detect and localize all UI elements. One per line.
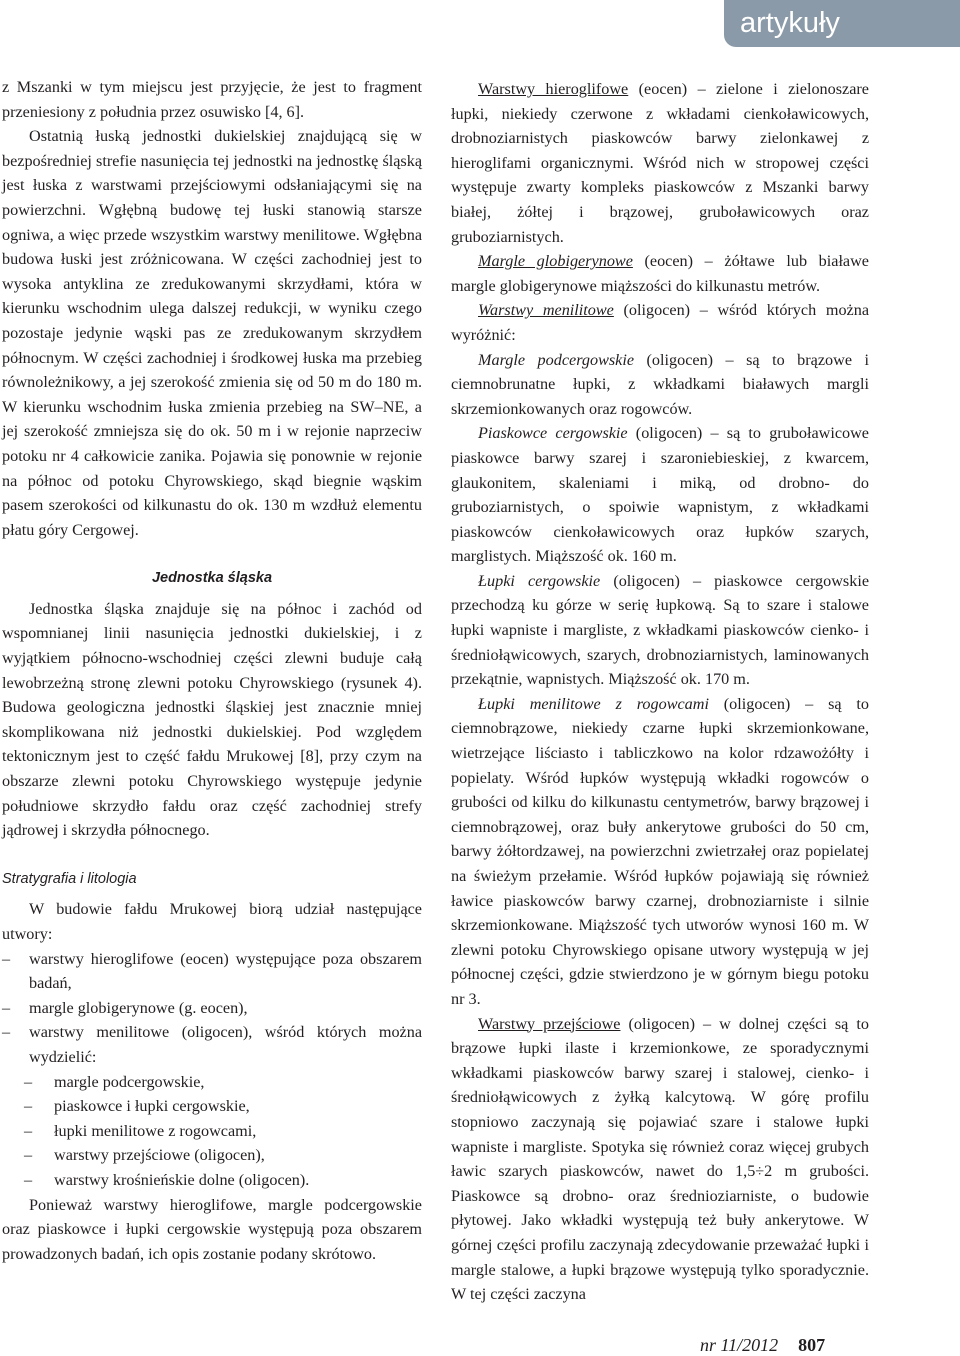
- term-description: (oligocen) – są to ciemnobrązowe, niekiedy czarne łupki skrzemionkowane, wietrzejące liściasto i tabliczkowo na kolor rdzawożółty i popielaty. Wśród łupków występują wkładki rogowców o grubości od kilku do kilkunastu centymetrów, barwy brązowej i ciemnobrązowej, oraz buły ankerytowe grubości do 50 cm, barwy żółtordzawej, na powierzchni zwietrzałej oraz popielatej na świeżym przełamie. Wśród łupków pojawiają się również ławice piaskowców barwy czarnej, drobnoziarniste i silnie skrzemionkowane. Miąższość tych utworów wynosi 160 m. W zlewni potoku Chyrowskiego opisane utwory występują w jej północnej części, gdzie stwierdzono je w górnym biegu potoku nr 3.: [451, 694, 869, 1008]
- term: Margle globigerynowe: [478, 252, 633, 271]
- right-column: [451, 77, 869, 1307]
- formation-list: [2, 947, 422, 1193]
- section-heading: Jednostka śląska: [151, 570, 273, 587]
- term-description: (eocen) – zielone i zielonoszare łupki, niekiedy czerwone z wkładami cienkoławicowych, drobnoziarnistych piaskowców barwy zielonkawej z hieroglifami organicznymi. Wśród nich w stropowej części występuje zwarty kompleks piaskowców z Mszanki barwy białej, żółtej i brązowej, gruboławicowych oraz gruboziarnistych.: [451, 80, 869, 246]
- term-description: (oligocen) – piaskowce cergowskie przechodzą ku górze w serię łupkową. Są to szare i stalowe łupki wapniste i margliste, z wkładkami piaskowców cienko- i średniołąwicowych, szarych, drobnoziarnistych, laminowanych przekątnie, wapnistych. Miąższość ok. 170 m.: [451, 571, 869, 689]
- list-item: – warstwy hieroglifowe (eocen) występujące poza obszarem badań,: [2, 947, 422, 996]
- term-description: (eocen) – żółtawe lub białawe margle globigerynowe miąższości do kilkunastu metrów.: [451, 252, 869, 295]
- sub-list-item: – warstwy przejściowe (oligocen),: [2, 1143, 422, 1168]
- paragraph: Jednostka śląska znajduje się na północ i zachód od wspomnianej linii nasunięcia jednostki dukielskiej, i z wyjątkiem północno-wschodniej części zlewni buduje całą lewobrzeżną stronę zlewni potoku Chyrowskiego (rysunek 4). Budowa geologiczna jednostki śląskiej jest znacznie mniej skomplikowana niż jednostki dukielskiej. Pod względem tektonicznym jest to część fałdu Mrukowej [8], przy czym na obszarze zlewni potoku Chyrowskiego występuje jedynie południowe skrzydło fałdu oraz część zachodniej strefy jądrowej i skrzydła północnego.: [2, 599, 422, 840]
- term-description: (oligocen) – wśród których można wyróżnić:: [451, 301, 869, 344]
- paragraph: [451, 569, 869, 692]
- term: Warstwy hieroglifowe: [478, 80, 629, 98]
- term: Warstwy przejściowe: [478, 1014, 621, 1033]
- term: Łupki cergowskie: [478, 571, 601, 590]
- sub-list-item: – warstwy krośnieńskie dolne (oligocen).: [2, 1168, 422, 1193]
- term-description: (oligocen) – są to brązowe i ciemnobrunatne łupki, z wkładkami białawych margli skrzemionkowanych oraz rogowców.: [451, 350, 869, 418]
- term: Łupki menilitowe z rogowcami: [478, 694, 709, 713]
- paragraph: [451, 249, 869, 298]
- paragraph: z Mszanki w tym miejscu jest przyjęcie, że jest to fragment przeniesiony z południa przez osuwisko [4, 6].: [2, 78, 422, 121]
- paragraph: [451, 1012, 869, 1307]
- list-item: – margle globigerynowe (g. eocen),: [2, 996, 422, 1021]
- term: Warstwy menilitowe: [478, 301, 614, 320]
- page-number: 807: [798, 1335, 826, 1355]
- term-description: (oligocen) – są to gruboławicowe piaskowce barwy szarej i szaroniebieskiej, z kwarcem, glaukonitem, skaleniami i miką, od drobno- do gruboziarnistych, o spoiwie wapnistym, z wkładkami piaskowców cienkoławicowych oraz łupków szarych, marglistych. Miąższość ok. 160 m.: [451, 424, 869, 566]
- section-tag: artykuły: [724, 0, 960, 47]
- paragraph: [451, 298, 869, 347]
- sub-list-item: – margle podcergowskie,: [2, 1070, 422, 1095]
- list-item: – warstwy menilitowe (oligocen), wśród których można wydzielić:: [2, 1020, 422, 1069]
- term: Margle podcergowskie: [478, 350, 635, 369]
- term: Piaskowce cergowskie: [478, 424, 628, 443]
- sub-list-item: – piaskowce i łupki cergowskie,: [2, 1094, 422, 1119]
- paragraph: [451, 348, 869, 422]
- paragraph: Ostatnią łuską jednostki dukielskiej znajdującą się w bezpośredniej strefie nasunięcia tej jednostki na jednostkę śląską jest łuska z warstwami przejściowymi odsłaniającymi się na powierzchni. Wgłębną budowę tej łuski stanowią starsze ogniwa, a więc przede wszystkim warstwy menilitowe. Wgłębna budowa łuski jest zróżnicowana. W części zachodniej jest to wysoka antyklina ze zredukowanymi skrzydłami, która w kierunku wschodnim ulega dalszej redukcji, w wyniku czego pozostaje jedynie wąski pas ze zredukowanym skrzydłem północnym. W części zachodniej i środkowej łuska ma przebieg równoleżnikowy, a jej szerokość zmienia się od 50 m do 180 m. W kierunku wschodnim łuska zmienia przebieg na SW–NE, a jej szerokość zmniejsza się do ok. 50 m i w rejonie naprzeciw potoku nr 4 całkowicie zanika. Pojawia się ponownie w rejonie na północ od potoku Chyrowskiego, skąd biegnie wąskim pasem szerokości od kilkunastu do ok. 130 m wzdłuż elementu płatu góry Cergowej.: [2, 127, 423, 539]
- paragraph: [451, 421, 869, 569]
- subsection-heading: Stratygrafia i litologia: [2, 870, 137, 887]
- page-footer: [700, 1334, 825, 1356]
- paragraph: [451, 77, 869, 249]
- paragraph: W budowie fałdu Mrukowej biorą udział następujące utwory:: [2, 900, 422, 943]
- paragraph: Ponieważ warstwy hieroglifowe, margle podcergowskie oraz piaskowce i łupki cergowskie występują poza obszarem prowadzonych badań, ich opis zostanie podany skrótowo.: [2, 1195, 422, 1263]
- journal-issue: nr 11/2012: [700, 1335, 779, 1355]
- sub-list-item: – łupki menilitowe z rogowcami,: [2, 1119, 422, 1144]
- left-column: [2, 75, 422, 1266]
- term-description: (oligocen) – w dolnej części są to brązowe łupki ilaste i krzemionkowe, ze sporadycznymi wkładkami piaskowców barwy szarej i stalowej, cienko- i średniołąwicowych z żyłką kalcytową. W górę profilu stopniowo zaczynają się pojawiać szare i stalowe łupki wapniste i margliste. Spotyka się również coraz więcej grubych ławic szarych piaskowców, nawet do 1,5÷2 m grubości. Piaskowce są drobno- oraz średnioziarniste, o budowie płytowej. Jako wkładki występują też buły ankerytowe. W górnej części profilu zaczynają zdecydowanie przeważać łupki i margle stalowe, a łupki brązowe występują tylko sporadycznie. W tej części zaczyna: [451, 1014, 869, 1304]
- paragraph: [451, 692, 869, 1012]
